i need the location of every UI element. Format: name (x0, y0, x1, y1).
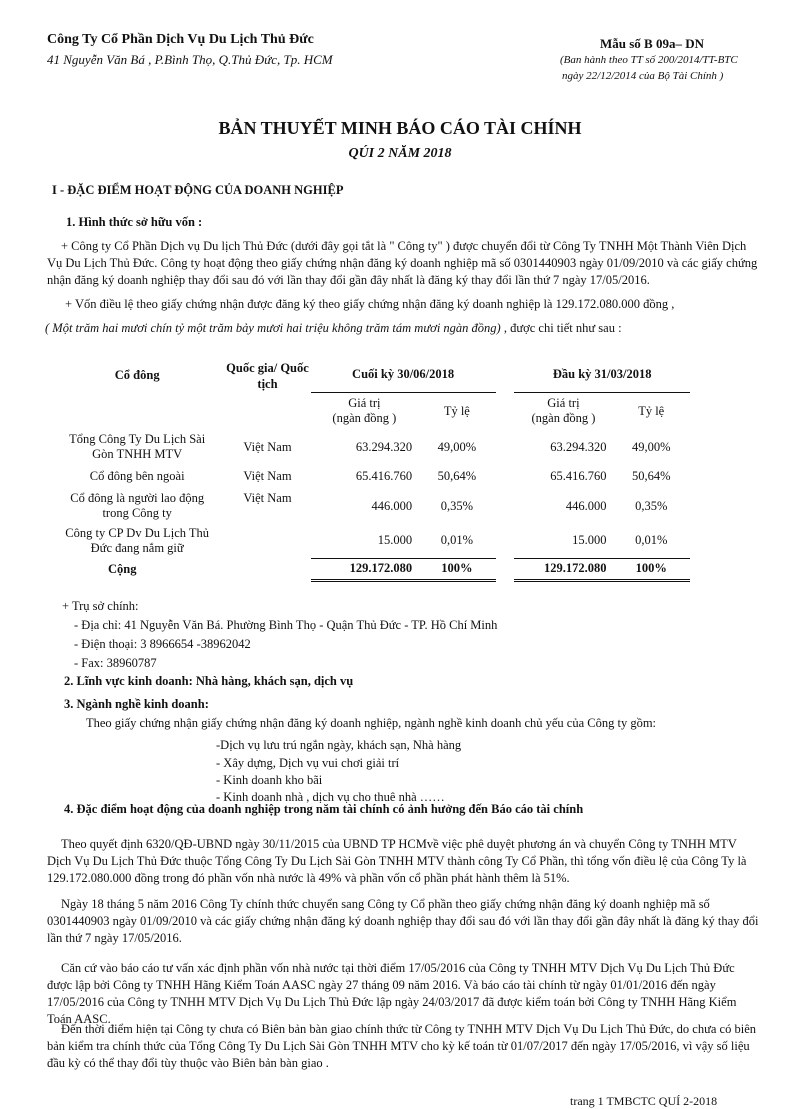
head-office-fax: - Fax: 38960787 (74, 656, 157, 670)
head-office-phone: - Điện thoại: 3 8966654 -38962042 (74, 637, 251, 651)
table-row (50, 488, 690, 524)
end-value-cell: 446.000 (371, 498, 413, 513)
start-pct-cell: 50,64% (631, 468, 671, 483)
col-header-shareholder: Cổ đông (114, 368, 160, 382)
head-office-title: + Trụ sở chính: (62, 599, 139, 613)
shareholder-name-line-1: Cổ đông là người lao động (70, 491, 205, 505)
total-start-pct: 100% (612, 558, 690, 580)
end-pct-cell: 49,00% (437, 439, 477, 454)
table-row (50, 464, 690, 488)
value-header-start-line-2: (ngàn đồng ) (531, 411, 596, 426)
list-item: - Kinh doanh nhà , dịch vụ cho thuê nhà …… (216, 790, 445, 804)
form-note-line-1: (Ban hành theo TT số 200/2014/TT-BTC (560, 54, 738, 66)
paragraph-ownership: + Công ty Cổ Phần Dịch vụ Du lịch Thủ Đức (dưới đây gọi tắt là " Công ty" ) được chuyển đổi từ Công Ty TNHH Một Thành Viên Dịch Vụ Du Lịch Thủ Đức. Công ty hoạt động theo giấy chứng nhận đăng ký doanh nghiệp mã số 0301440903 ngày 01/09/2010 và các giấy chứng nhận đăng ký doanh nghiệp thay đổi sau đó với lần thay đổi gần đây nhất là đăng ký thay đổi lần thứ 7 ngày 17/05/2016. (47, 239, 758, 287)
document-subtitle: QÚI 2 NĂM 2018 (348, 146, 452, 161)
col-header-country-line-1: Quốc gia/ Quốc (226, 361, 309, 375)
total-start-value: 129.172.080 (514, 558, 612, 580)
shareholder-name-line-2: Gòn TNHH MTV (92, 447, 183, 461)
list-item: -Dịch vụ lưu trú ngắn ngày, khách sạn, Nhà hàng (216, 738, 462, 752)
country-cell (224, 524, 310, 558)
period-start-header: Đầu kỳ 31/03/2018 (514, 358, 690, 392)
company-name: Công Ty Cổ Phần Dịch Vụ Du Lịch Thủ Đức (47, 32, 314, 47)
shareholder-name-line-1: Tổng Công Ty Du Lịch Sài (69, 432, 206, 446)
list-item: - Kinh doanh kho bãi (216, 773, 323, 787)
start-value-cell: 446.000 (565, 498, 607, 513)
col-header-country (224, 358, 310, 430)
form-note-line-2: ngày 22/12/2014 của Bộ Tài Chính ) (562, 70, 724, 82)
col-header-country-line-2: tịch (257, 377, 278, 391)
table-total-row (50, 558, 690, 580)
end-pct-cell: 0,35% (440, 498, 473, 513)
start-value-cell: 15.000 (572, 533, 607, 548)
heading-ownership: 1. Hình thức sở hữu vốn : (66, 215, 203, 229)
paragraph-handover: Đến thời điểm hiện tại Công ty chưa có Biên bản bàn giao chính thức từ Công ty TNHH MTV Dịch Vụ Du Lịch Thủ Đức, do chưa có biên bản kiểm tra chính thức của Tổng Công Ty Du Lịch Sài Gòn TNHH MTV cho kỳ kế toán từ 01/07/2017 đến ngày 17/05/2016, vì vậy số liệu đầu kỳ có thể thay đổi tùy thuộc vào Biên bản bàn giao . (47, 1022, 756, 1070)
paragraph-capital-words (45, 321, 622, 336)
paragraph-conversion: Ngày 18 tháng 5 năm 2016 Công Ty chính thức chuyển sang Công ty Cổ phần theo giấy chứng nhận đăng ký doanh nghiệp mã số 0301440903 ngày 01/09/2010 và các giấy chứng nhận đăng ký doanh nghiệp thay đổi sau đó với lần thay đổi gần đây nhất là đăng ký thay đổi lần thứ 7 ngày 17/05/2016. (47, 897, 759, 945)
start-pct-cell: 0,01% (635, 533, 668, 548)
ratio-header-start: Tỷ lệ (638, 403, 665, 418)
capital-detail-lead: , được chi tiết như sau : (500, 321, 622, 335)
table-row (50, 430, 690, 464)
total-end-value: 129.172.080 (311, 558, 418, 580)
value-header-end-line-2: (ngàn đồng ) (332, 411, 397, 426)
paragraph-charter-capital: + Vốn điều lệ theo giấy chứng nhận được đăng ký theo giấy chứng nhận đăng ký doanh nghiệp là 129.172.080.000 đồng , (65, 297, 675, 311)
capital-in-words: ( Một trăm hai mươi chín tỷ một trăm bảy mươi hai triệu không trăm tám mươi ngàn đồng) (45, 321, 501, 335)
paragraph-audit: Căn cứ vào báo cáo tư vấn xác định phần vốn nhà nước tại thời điểm 17/05/2016 của Công ty TNHH MTV Dịch Vụ Du Lịch Thủ Đức được lập bởi Công ty TNHH Hãng Kiểm Toán AASC ngày 27 tháng 09 năm 2016. Và báo cáo tài chính từ ngày 01/01/2016 đến ngày 17/05/2016 của Công ty TNHH MTV Dịch Vụ Du Lịch Thủ Đức lập ngày 24/03/2017 đã được kiểm toán bởi Công ty TNHH Hãng Kiểm Toán AASC. (47, 961, 737, 1026)
shareholder-name (50, 464, 224, 488)
period-end-header: Cuối kỳ 30/06/2018 (311, 358, 496, 392)
start-pct-cell: 49,00% (631, 439, 671, 454)
country-cell: Việt Nam (243, 468, 292, 483)
value-header-start (514, 392, 612, 430)
start-value-cell: 63.294.320 (550, 439, 607, 454)
shareholder-name-line-1: Cổ đông bên ngoài (89, 468, 185, 483)
value-header-start-line-1: Giá trị (547, 396, 580, 411)
paragraph-decision: Theo quyết định 6320/QĐ-UBND ngày 30/11/2015 của UBND TP HCMvề việc phê duyệt phương án và chuyển Công ty TNHH MTV Dịch Vụ Du Lịch Thủ Đức thuộc Tổng Công Ty Du Lịch Sài Gòn TNHH MTV thành công Ty Cổ Phần, thì tổng vốn điều lệ của Công Ty là 129.172.080.000 đồng trong đó phần vốn nhà nước là 49% và phần vốn cổ phần phát hành thêm là 51%. (47, 837, 747, 885)
value-header-end-line-1: Giá trị (348, 396, 381, 411)
total-label: Cộng (108, 561, 137, 576)
end-value-cell: 15.000 (377, 533, 413, 548)
country-cell: Việt Nam (243, 439, 292, 454)
shareholder-name (50, 488, 224, 524)
start-pct-cell: 0,35% (635, 498, 668, 513)
table-row (50, 524, 690, 558)
shareholder-name-line-2: trong Công ty (102, 506, 172, 520)
country-cell: Việt Nam (243, 491, 292, 505)
list-item: - Xây dựng, Dịch vụ vui chơi giải trí (216, 756, 400, 770)
shareholder-name-line-1: Công ty CP Dv Du Lịch Thủ (65, 526, 210, 540)
page-footer: trang 1 TMBCTC QUÍ 2-2018 (570, 1094, 718, 1108)
shareholder-name-line-2: Đức đang nắm giữ (90, 541, 184, 555)
ratio-header-end: Tỷ lệ (443, 403, 470, 418)
company-address: 41 Nguyễn Văn Bá , P.Bình Thọ, Q.Thủ Đức, Tp. HCM (47, 52, 333, 67)
heading-business-lines: 3. Ngành nghề kinh doanh: (64, 697, 209, 711)
end-value-cell: 65.416.760 (355, 468, 413, 483)
section-heading-1: I - ĐẶC ĐIỂM HOẠT ĐỘNG CỦA DOANH NGHIỆP (52, 183, 344, 197)
heading-operating-features: 4. Đặc điểm hoạt động của doanh nghiệp trong năm tài chính có ảnh hưởng đến Báo cáo tài chính (64, 802, 584, 816)
heading-business-field: 2. Lĩnh vực kinh doanh: Nhà hàng, khách sạn, dịch vụ (64, 674, 354, 688)
end-value-cell: 63.294.320 (355, 439, 413, 454)
shareholder-name (50, 430, 224, 464)
value-header-end (311, 392, 418, 430)
paragraph-business-lines: Theo giấy chứng nhận giấy chứng nhận đăng ký doanh nghiệp, ngành nghề kinh doanh chủ yếu của Công ty gồm: (86, 716, 657, 730)
head-office-address: - Địa chỉ: 41 Nguyễn Văn Bá. Phường Bình Thọ - Quận Thủ Đức - TP. Hồ Chí Minh (74, 618, 498, 632)
end-pct-cell: 0,01% (440, 533, 473, 548)
shareholder-name (50, 524, 224, 558)
start-value-cell: 65.416.760 (550, 468, 607, 483)
form-code: Mẫu số B 09a– DN (600, 36, 705, 51)
total-end-pct: 100% (418, 558, 495, 580)
shareholder-table (50, 358, 690, 582)
document-title: BẢN THUYẾT MINH BÁO CÁO TÀI CHÍNH (218, 118, 582, 138)
end-pct-cell: 50,64% (437, 468, 477, 483)
